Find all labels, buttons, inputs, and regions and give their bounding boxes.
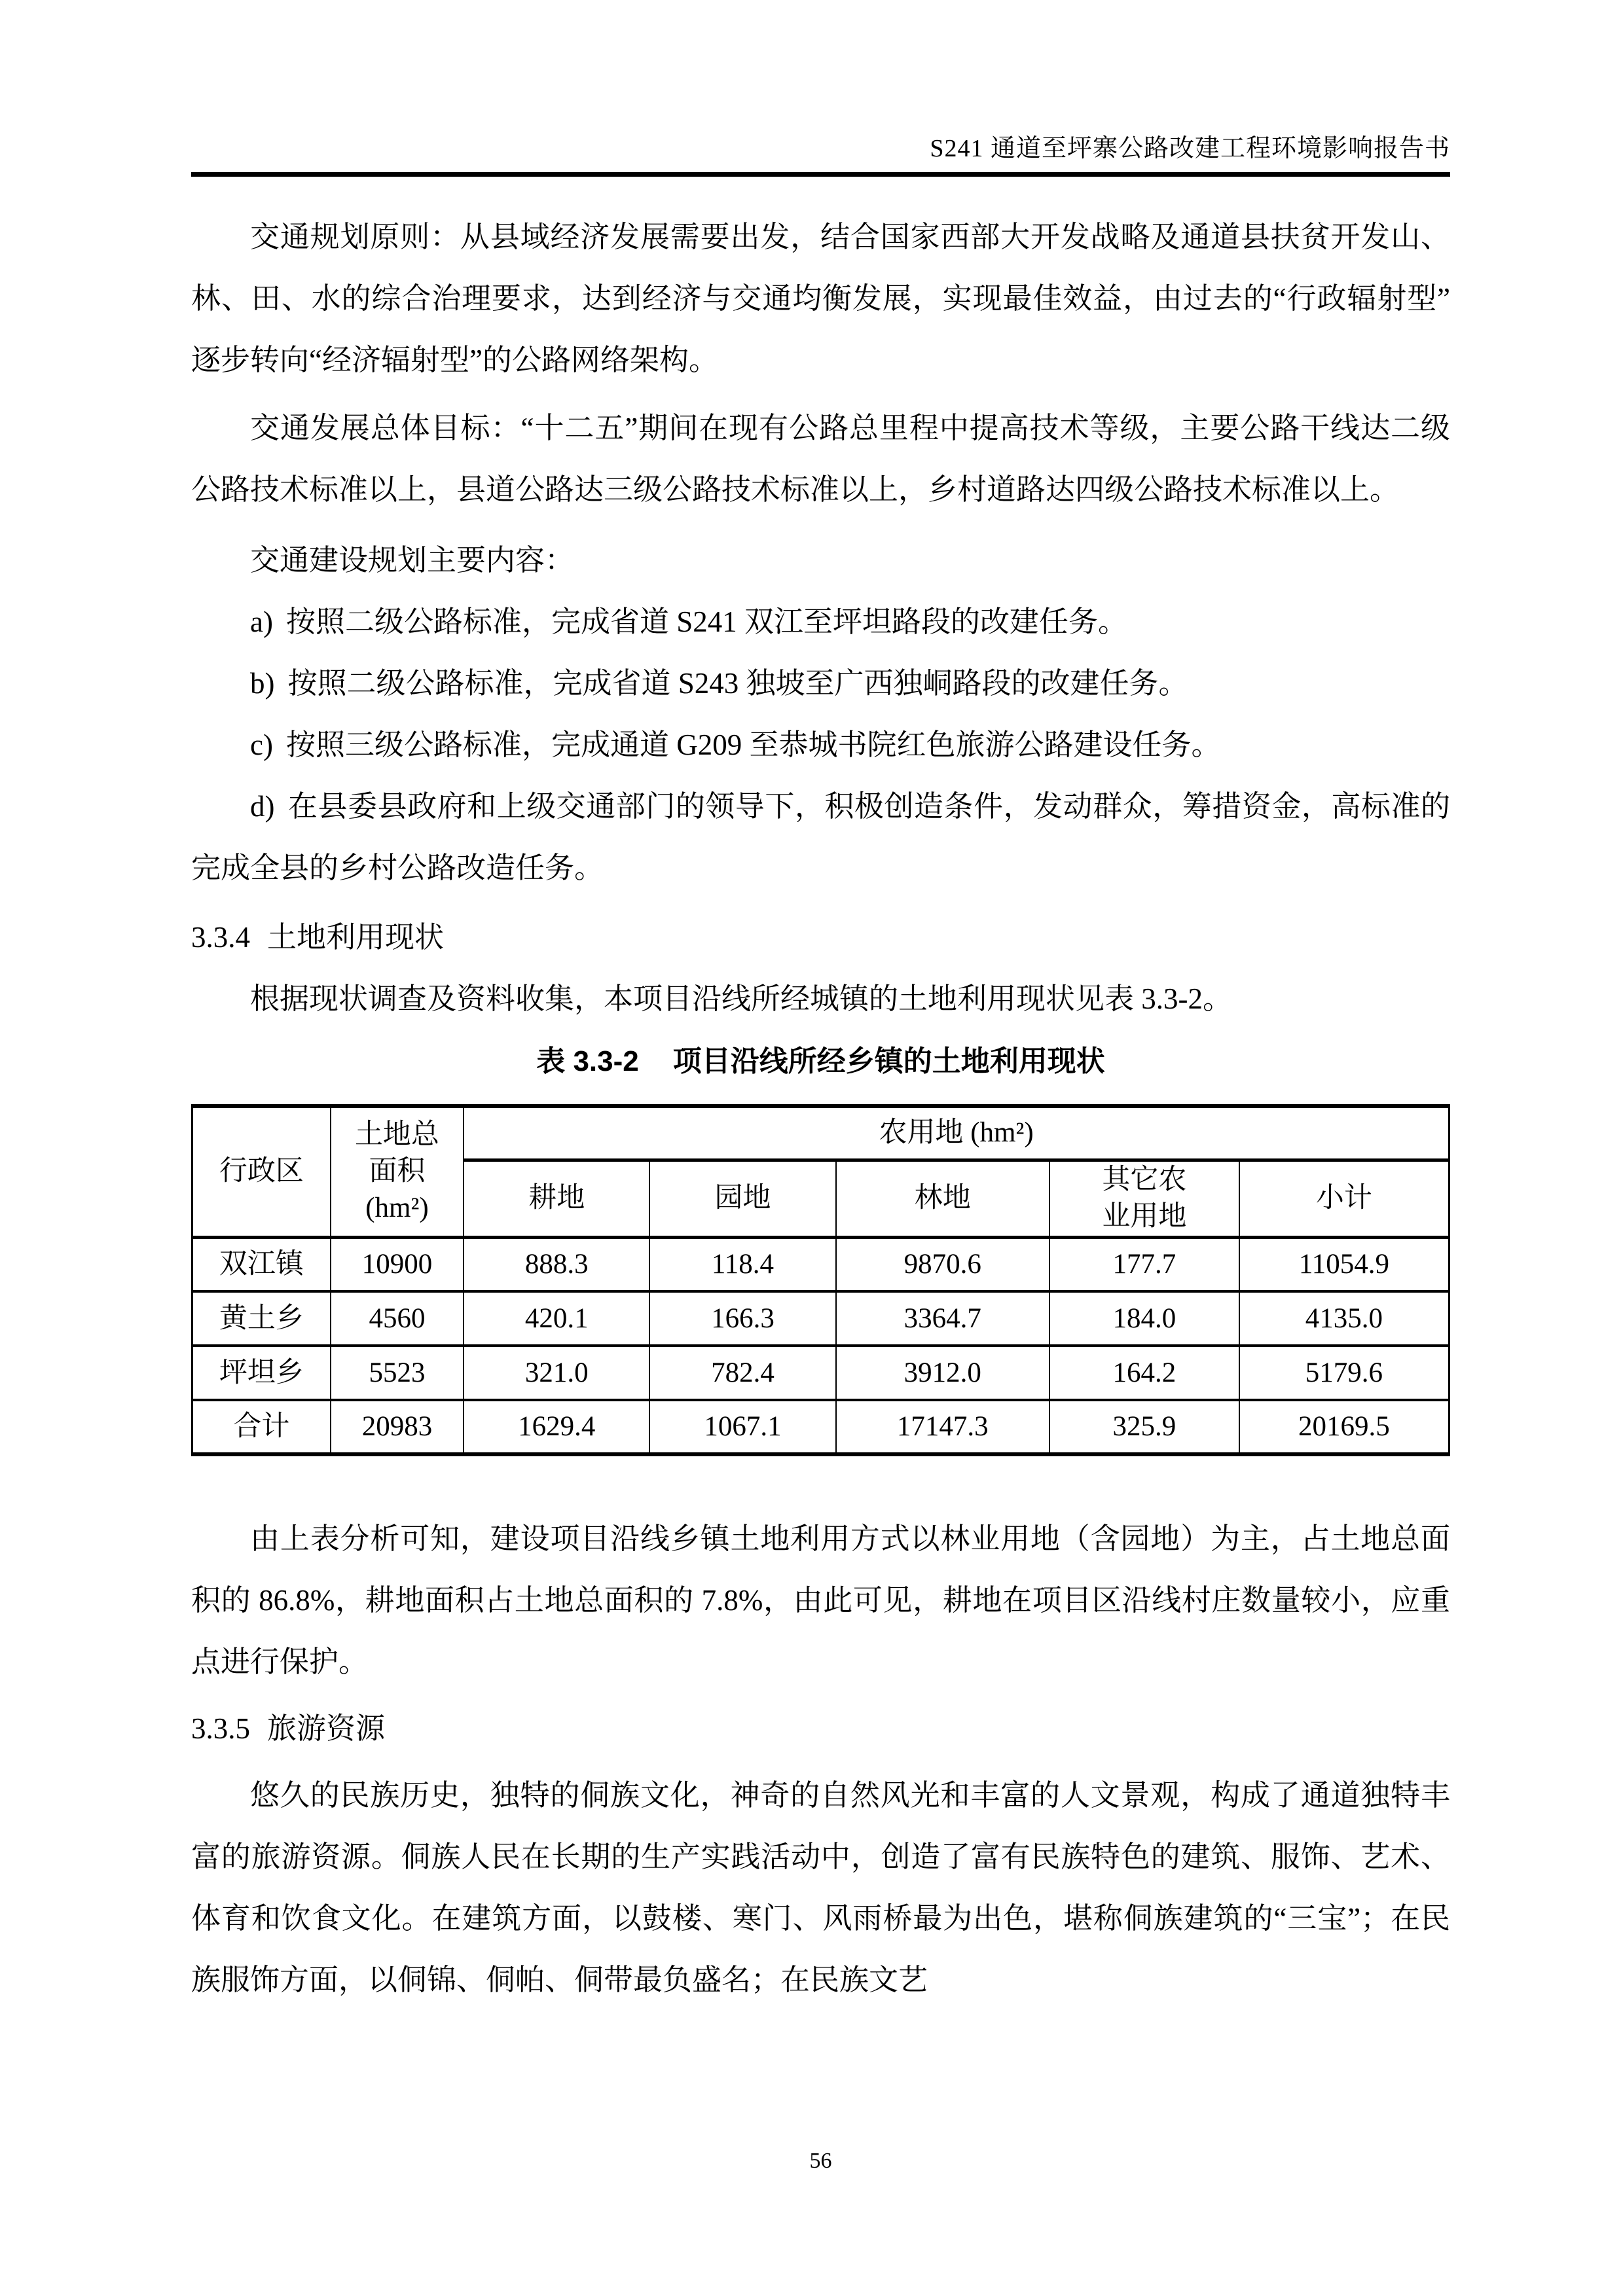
table-caption-label: 表 3.3-2 (536, 1045, 639, 1077)
col-header-cultivated-land: 耕地 (464, 1160, 649, 1237)
section-title-land-use: 土地利用现状 (267, 921, 445, 954)
paragraph-tourism-resources: 悠久的民族历史，独特的侗族文化，神奇的自然风光和丰富的人文景观，构成了通道独特丰富的旅游资源。侗族人民在长期的生产实践活动中，创造了富有民族特色的建筑、服饰、艺术、体育和饮食文化。在建筑方面，以鼓楼、寒门、风雨桥最为出色，堪称侗族建筑的“三宝”；在民族服饰方面，以侗锦、侗帕、侗带最负盛名；在民族文艺 (191, 1779, 1450, 1996)
value-cell: 888.3 (464, 1237, 649, 1291)
value-cell: 118.4 (649, 1237, 835, 1291)
list-item-d (191, 776, 1450, 899)
list-text-d: 在县委县政府和上级交通部门的领导下，积极创造条件，发动群众，筹措资金，高标准的完成全县的乡村公路改造任务。 (191, 790, 1450, 884)
section-number-3-3-4: 3.3.4 (191, 921, 250, 954)
value-cell: 1629.4 (464, 1400, 649, 1454)
value-cell: 420.1 (464, 1291, 649, 1346)
value-cell: 5179.6 (1239, 1346, 1450, 1400)
table-row-pingtan (192, 1346, 1450, 1400)
value-cell: 782.4 (649, 1346, 835, 1400)
value-cell: 4135.0 (1239, 1291, 1450, 1346)
value-cell: 20169.5 (1239, 1400, 1450, 1454)
region-cell: 合计 (192, 1400, 331, 1454)
section-heading-3-3-4 (191, 906, 1450, 968)
value-cell: 5523 (331, 1346, 464, 1400)
value-cell: 1067.1 (649, 1400, 835, 1454)
other-agri-line-2: 业用地 (1102, 1201, 1187, 1232)
section-heading-3-3-5 (191, 1698, 1450, 1759)
value-cell: 321.0 (464, 1346, 649, 1400)
value-cell: 166.3 (649, 1291, 835, 1346)
col-header-admin-region: 行政区 (192, 1106, 331, 1237)
total-area-line-2: 面积 (369, 1156, 426, 1187)
list-marker-a: a) (250, 605, 273, 638)
value-cell: 4560 (331, 1291, 464, 1346)
value-cell: 20983 (331, 1400, 464, 1454)
paragraph-land-use-intro: 根据现状调查及资料收集，本项目沿线所经城镇的土地利用现状见表 3.3-2。 (250, 982, 1232, 1015)
table-caption-title: 项目沿线所经乡镇的土地利用现状 (672, 1045, 1105, 1077)
col-header-total-land-area (331, 1106, 464, 1237)
value-cell: 17147.3 (836, 1400, 1049, 1454)
list-marker-c: c) (250, 728, 273, 761)
section-title-tourism: 旅游资源 (267, 1712, 386, 1745)
col-header-other-agri-land (1049, 1160, 1239, 1237)
paragraph-traffic-planning-principle: 交通规划原则：从县域经济发展需要出发，结合国家西部大开发战略及通道县扶贫开发山、林、田、水的综合治理要求，达到经济与交通均衡发展，实现最佳效益，由过去的“行政辐射型”逐步转向“经济辐射型”的公路网络架构。 (191, 221, 1450, 376)
value-cell: 9870.6 (836, 1237, 1049, 1291)
paragraph-table-analysis: 由上表分析可知，建设项目沿线乡镇土地利用方式以林业用地（含园地）为主，占土地总面积的 86.8%，耕地面积占土地总面积的 7.8%，由此可见，耕地在项目区沿线村庄数量较小，应重点进行保护。 (191, 1522, 1450, 1678)
value-cell: 164.2 (1049, 1346, 1239, 1400)
list-text-c: 按照三级公路标准，完成通道 G209 至恭城书院红色旅游公路建设任务。 (285, 728, 1221, 761)
value-cell: 3912.0 (836, 1346, 1049, 1400)
header-rule (191, 172, 1450, 177)
value-cell: 11054.9 (1239, 1237, 1450, 1291)
table-row-shuangjiang (192, 1237, 1450, 1291)
value-cell: 3364.7 (836, 1291, 1049, 1346)
page-number: 56 (809, 2149, 832, 2173)
other-agri-line-1: 其它农 (1102, 1164, 1187, 1195)
col-header-forest-land: 林地 (836, 1160, 1049, 1237)
paragraph-construction-plan-intro: 交通建设规划主要内容： (250, 544, 575, 577)
land-use-table (191, 1104, 1450, 1456)
list-item-c (191, 714, 1450, 776)
header-title: S241 通道至坪寨公路改建工程环境影响报告书 (930, 135, 1450, 162)
list-item-b (191, 653, 1450, 714)
table-header-row-group (192, 1106, 1450, 1160)
region-cell: 坪坦乡 (192, 1346, 331, 1400)
region-cell: 双江镇 (192, 1237, 331, 1291)
value-cell: 184.0 (1049, 1291, 1239, 1346)
table-caption (191, 1032, 1450, 1091)
col-header-agricultural-land: 农用地 (hm²) (464, 1106, 1449, 1160)
col-header-subtotal: 小计 (1239, 1160, 1450, 1237)
total-area-line-3: (hm²) (365, 1193, 429, 1224)
list-item-a (191, 591, 1450, 653)
table-row-total (192, 1400, 1450, 1454)
section-number-3-3-5: 3.3.5 (191, 1712, 250, 1745)
list-text-b: 按照二级公路标准，完成省道 S243 独坡至广西独峒路段的改建任务。 (287, 667, 1188, 700)
list-text-a: 按照二级公路标准，完成省道 S241 双江至坪坦路段的改建任务。 (285, 605, 1127, 638)
paragraph-traffic-development-goal: 交通发展总体目标：“十二五”期间在现有公路总里程中提高技术等级，主要公路干线达二级公路技术标准以上，县道公路达三级公路技术标准以上，乡村道路达四级公路技术标准以上。 (191, 412, 1450, 506)
col-header-garden-land: 园地 (649, 1160, 835, 1237)
value-cell: 177.7 (1049, 1237, 1239, 1291)
value-cell: 325.9 (1049, 1400, 1239, 1454)
list-marker-b: b) (250, 667, 275, 700)
table-row-huangtu (192, 1291, 1450, 1346)
list-marker-d: d) (250, 790, 275, 823)
total-area-line-1: 土地总 (354, 1119, 439, 1151)
page-content (191, 177, 1450, 2011)
value-cell: 10900 (331, 1237, 464, 1291)
region-cell: 黄土乡 (192, 1291, 331, 1346)
